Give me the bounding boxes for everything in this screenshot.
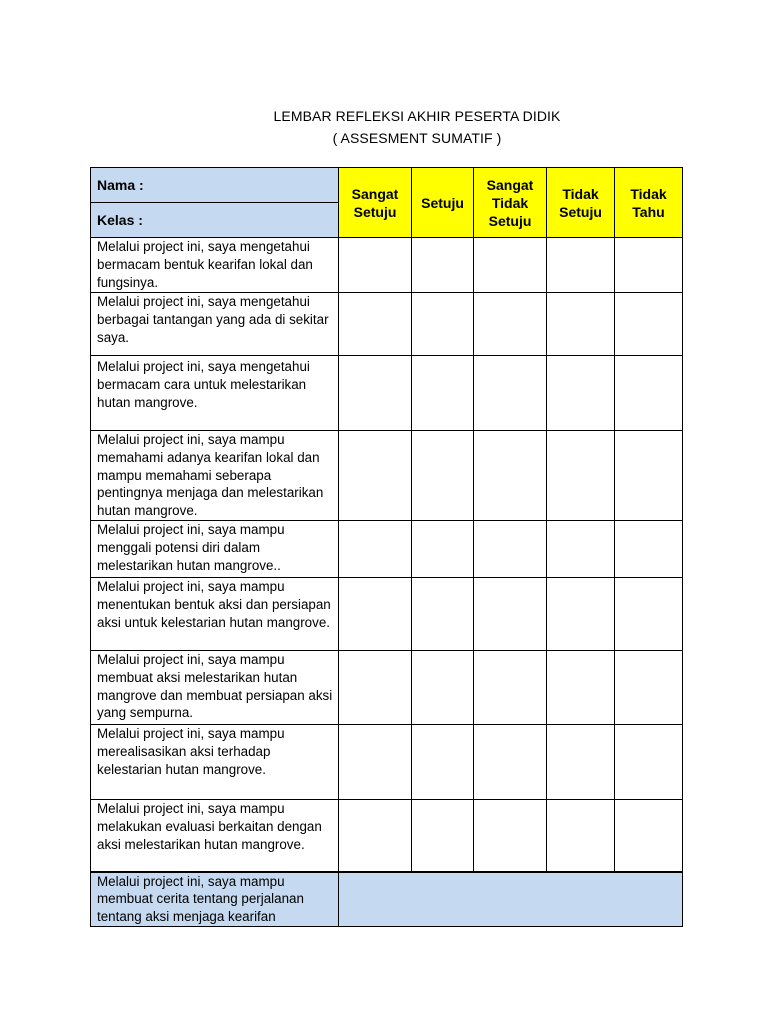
statement-cell: Melalui project ini, saya mengetahui bermacam bentuk kearifan lokal dan fungsinya. — [91, 238, 339, 293]
answer-cell[interactable] — [339, 238, 412, 293]
answer-cell[interactable] — [547, 431, 615, 521]
reflection-sheet — [90, 167, 683, 927]
statement-cell: Melalui project ini, saya mengetahui bermacam cara untuk melestarikan hutan mangrove. — [91, 356, 339, 431]
answer-cell[interactable] — [339, 578, 412, 651]
answer-cell[interactable] — [615, 800, 683, 872]
option-header-tidak-tahu: Tidak Tahu — [615, 168, 683, 238]
page-title: LEMBAR REFLEKSI AKHIR PESERTA DIDIK — [273, 108, 561, 124]
shaded-answer-area — [339, 872, 683, 927]
answer-cell[interactable] — [615, 651, 683, 725]
statement-cell: Melalui project ini, saya mengetahui berbagai tantangan yang ada di sekitar saya. — [91, 293, 339, 356]
reflection-table — [90, 167, 683, 927]
answer-cell[interactable] — [412, 800, 474, 872]
answer-cell[interactable] — [615, 356, 683, 431]
option-header-sangat-tidak-setuju: Sangat Tidak Setuju — [474, 168, 547, 238]
answer-cell[interactable] — [412, 431, 474, 521]
page-subtitle: ( ASSESMENT SUMATIF ) — [332, 130, 502, 146]
answer-cell[interactable] — [547, 293, 615, 356]
answer-cell[interactable] — [547, 725, 615, 800]
answer-cell[interactable] — [615, 521, 683, 578]
answer-cell[interactable] — [412, 578, 474, 651]
answer-cell[interactable] — [339, 356, 412, 431]
answer-cell[interactable] — [547, 356, 615, 431]
answer-cell[interactable] — [474, 651, 547, 725]
answer-cell[interactable] — [615, 238, 683, 293]
answer-cell[interactable] — [339, 725, 412, 800]
statement-cell: Melalui project ini, saya mampu menentukan bentuk aksi dan persiapan aksi untuk kelestarian hutan mangrove. — [91, 578, 339, 651]
statement-cell: Melalui project ini, saya mampu menggali potensi diri dalam melestarikan hutan mangrove.. — [91, 521, 339, 578]
answer-cell[interactable] — [339, 431, 412, 521]
answer-cell[interactable] — [412, 238, 474, 293]
answer-cell[interactable] — [339, 651, 412, 725]
answer-cell[interactable] — [547, 238, 615, 293]
answer-cell[interactable] — [339, 293, 412, 356]
statement-cell: Melalui project ini, saya mampu merealisasikan aksi terhadap kelestarian hutan mangrove. — [91, 725, 339, 800]
answer-cell[interactable] — [412, 651, 474, 725]
answer-cell[interactable] — [339, 521, 412, 578]
option-header-sangat-setuju: Sangat Setuju — [339, 168, 412, 238]
answer-cell[interactable] — [615, 725, 683, 800]
answer-cell[interactable] — [474, 431, 547, 521]
answer-cell[interactable] — [474, 578, 547, 651]
answer-cell[interactable] — [547, 800, 615, 872]
statement-cell: Melalui project ini, saya mampu memahami adanya kearifan lokal dan mampu memahami seberapa pentingnya menjaga dan melestarikan hutan mangrove. — [91, 431, 339, 521]
answer-cell[interactable] — [412, 725, 474, 800]
answer-cell[interactable] — [547, 651, 615, 725]
option-header-tidak-setuju: Tidak Setuju — [547, 168, 615, 238]
answer-cell[interactable] — [412, 356, 474, 431]
answer-cell[interactable] — [474, 521, 547, 578]
answer-cell[interactable] — [474, 800, 547, 872]
answer-cell[interactable] — [474, 356, 547, 431]
answer-cell[interactable] — [547, 521, 615, 578]
answer-cell[interactable] — [615, 578, 683, 651]
answer-cell[interactable] — [412, 293, 474, 356]
answer-cell[interactable] — [615, 431, 683, 521]
option-header-setuju: Setuju — [412, 168, 474, 238]
answer-cell[interactable] — [474, 725, 547, 800]
answer-cell[interactable] — [412, 521, 474, 578]
answer-cell[interactable] — [547, 578, 615, 651]
answer-cell[interactable] — [615, 293, 683, 356]
statement-cell: Melalui project ini, saya mampu membuat aksi melestarikan hutan mangrove dan membuat persiapan aksi yang sempurna. — [91, 651, 339, 725]
statement-cell-shaded: Melalui project ini, saya mampu membuat cerita tentang perjalanan tentang aksi menjaga kearifan — [91, 872, 339, 927]
answer-cell[interactable] — [474, 293, 547, 356]
nama-label: Nama : — [91, 168, 339, 203]
kelas-label: Kelas : — [91, 203, 339, 238]
answer-cell[interactable] — [474, 238, 547, 293]
statement-cell: Melalui project ini, saya mampu melakukan evaluasi berkaitan dengan aksi melestarikan hutan mangrove. — [91, 800, 339, 872]
answer-cell[interactable] — [339, 800, 412, 872]
